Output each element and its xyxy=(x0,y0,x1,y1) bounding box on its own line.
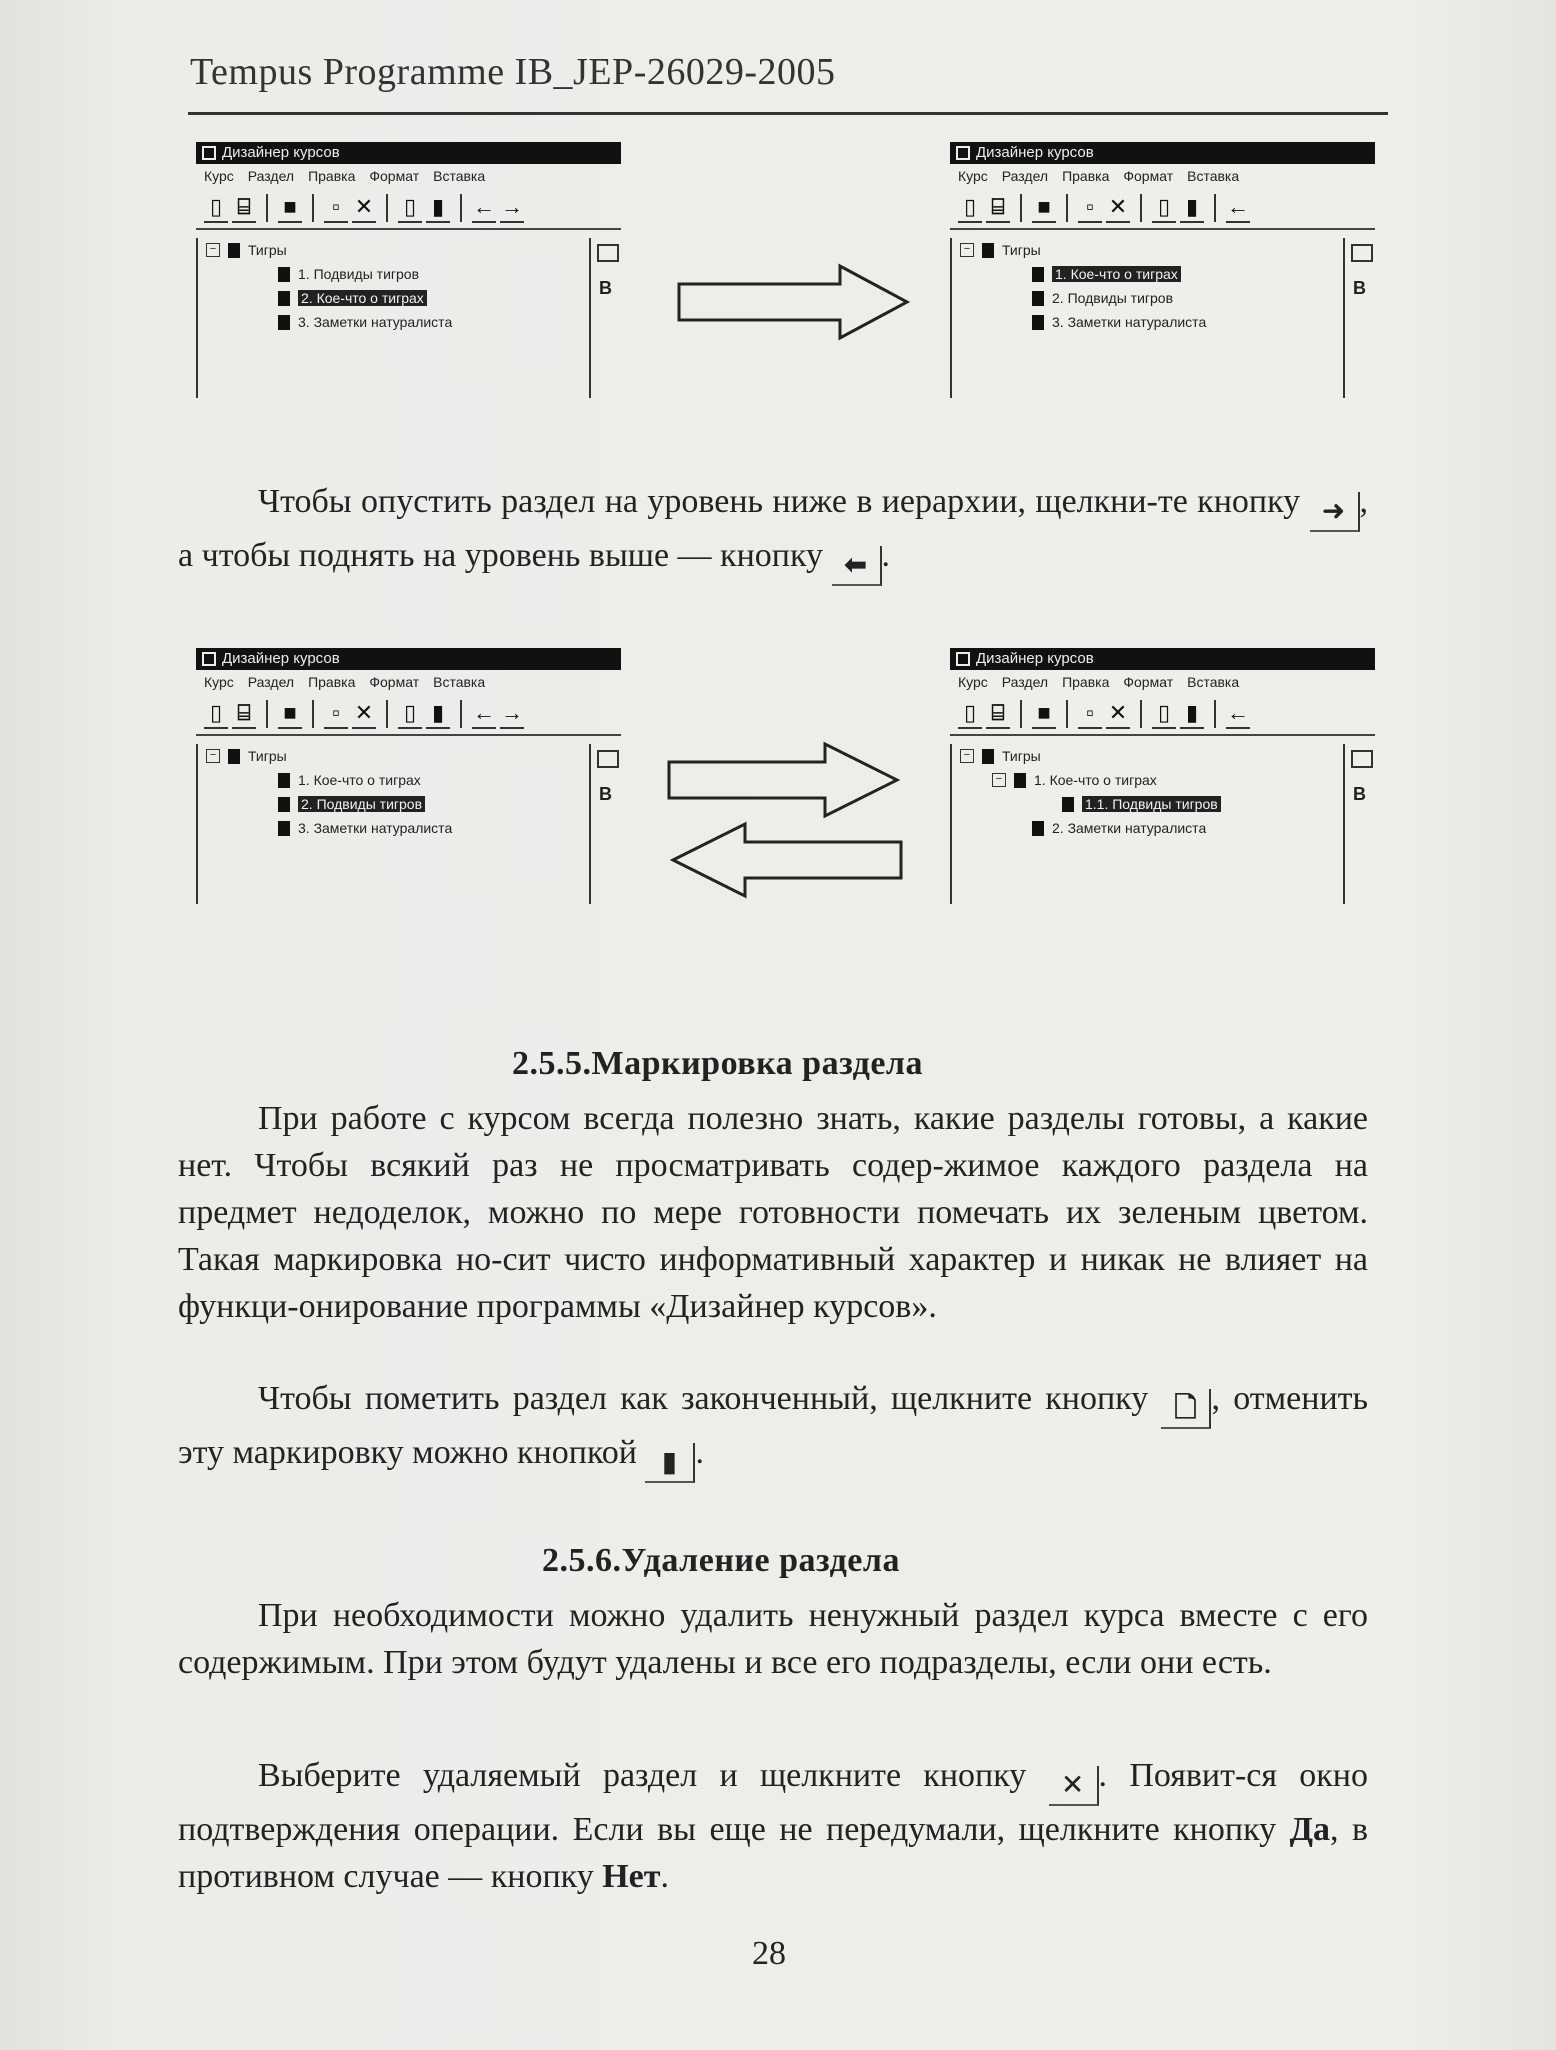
app-icon xyxy=(202,652,216,666)
page-number: 28 xyxy=(752,1935,786,1972)
mark-done-icon: 🗋 xyxy=(1161,1389,1211,1429)
save-icon: ■ xyxy=(1032,699,1056,729)
yes-button-label: Да xyxy=(1289,1811,1330,1848)
delete-icon: ✕ xyxy=(352,193,376,223)
running-header: Tempus Programme IB_JEP-26029-2005 xyxy=(190,51,836,93)
side-panel: B xyxy=(1343,238,1375,398)
level-up-icon: ← xyxy=(472,193,496,223)
unmark-icon: ▮ xyxy=(1180,699,1204,729)
delete-icon: ✕ xyxy=(352,699,376,729)
menubar: Курс Раздел Правка Формат Вставка xyxy=(958,168,1240,184)
window-titlebar: Дизайнер курсов xyxy=(196,142,621,164)
level-down-icon: → xyxy=(500,699,524,729)
tree-item: 3. Заметки натуралиста xyxy=(278,820,452,836)
tree-item: − 1. Кое-что о тиграх xyxy=(992,772,1157,788)
paragraph-level-buttons: Чтобы опустить раздел на уровень ниже в иерархии, щелкни-те кнопку ➜ , а чтобы поднять на уровень выше — кнопку ⬅ . xyxy=(178,478,1368,586)
level-up-icon: ← xyxy=(1226,699,1250,729)
app-icon xyxy=(956,652,970,666)
window-fig1-before xyxy=(196,142,621,432)
tree-item: 2. Заметки натуралиста xyxy=(1032,820,1206,836)
left-arrow-icon xyxy=(665,820,905,900)
new-file-icon: ▯ xyxy=(958,699,982,729)
open-folder-icon: ⌸ xyxy=(986,193,1010,223)
unmark-icon: ▮ xyxy=(426,699,450,729)
paragraph-delete-intro: При необходимости можно удалить ненужный раздел курса вместе с его содержимым. При этом будут удалены и все его подразделы, если они есть. xyxy=(178,1597,1368,1681)
new-section-icon: ▫ xyxy=(1078,193,1102,223)
menubar: Курс Раздел Правка Формат Вставка xyxy=(204,168,486,184)
level-up-icon: ← xyxy=(1226,193,1250,223)
toolbar xyxy=(196,694,621,736)
tree-item: 3. Заметки натуралиста xyxy=(1032,314,1206,330)
tree-root: − Тигры xyxy=(960,748,1041,764)
window-fig1-after xyxy=(950,142,1375,432)
header-rule xyxy=(188,112,1388,115)
open-folder-icon: ⌸ xyxy=(986,699,1010,729)
save-icon: ■ xyxy=(278,699,302,729)
section-heading-delete: 2.5.6.Удаление раздела xyxy=(542,1542,900,1579)
menubar: Курс Раздел Правка Формат Вставка xyxy=(204,674,486,690)
right-arrow-icon xyxy=(665,740,905,820)
tree-root: − Тигры xyxy=(206,748,287,764)
tree-item: 1. Кое-что о тиграх xyxy=(278,772,421,788)
new-section-icon: ▫ xyxy=(1078,699,1102,729)
window-titlebar: Дизайнер курсов xyxy=(196,648,621,670)
window-titlebar: Дизайнер курсов xyxy=(950,648,1375,670)
app-icon xyxy=(202,146,216,160)
tree-item-selected: 2. Кое-что о тиграх xyxy=(278,290,427,306)
new-file-icon: ▯ xyxy=(204,193,228,223)
side-panel: B xyxy=(589,238,621,398)
mark-done-icon: ▯ xyxy=(398,699,422,729)
tree-root: − Тигры xyxy=(960,242,1041,258)
right-arrow-icon xyxy=(675,262,915,342)
level-up-icon: ⬅ xyxy=(832,546,882,586)
section-tree xyxy=(950,744,1375,904)
toolbar xyxy=(950,188,1375,230)
tree-item: 1. Подвиды тигров xyxy=(278,266,419,282)
tree-item-selected: 2. Подвиды тигров xyxy=(278,796,425,812)
new-section-icon: ▫ xyxy=(324,699,348,729)
side-panel: B xyxy=(589,744,621,904)
toolbar xyxy=(950,694,1375,736)
section-heading-marking: 2.5.5.Маркировка раздела xyxy=(512,1045,924,1082)
open-folder-icon: ⌸ xyxy=(232,699,256,729)
new-file-icon: ▯ xyxy=(958,193,982,223)
mark-done-icon: ▯ xyxy=(1152,193,1176,223)
toolbar xyxy=(196,188,621,230)
delete-icon: ✕ xyxy=(1106,699,1130,729)
new-section-icon: ▫ xyxy=(324,193,348,223)
tree-subitem-selected: 1.1. Подвиды тигров xyxy=(1062,796,1221,812)
menubar: Курс Раздел Правка Формат Вставка xyxy=(958,674,1240,690)
unmark-icon: ▮ xyxy=(426,193,450,223)
delete-icon: ✕ xyxy=(1049,1766,1099,1806)
window-fig2-before xyxy=(196,648,621,938)
section-tree xyxy=(950,238,1375,398)
paragraph-marking-intro: При работе с курсом всегда полезно знать, какие разделы готовы, а какие нет. Чтобы всякий раз не просматривать содер-жимое каждого раздела на предмет недоделок, можно по мере готовности помечать их зеленым цветом. Такая маркировка но-сит чисто информативный характер и никак не влияет на функци-онирование программы «Дизайнер курсов». xyxy=(178,1100,1368,1325)
open-folder-icon: ⌸ xyxy=(232,193,256,223)
section-tree xyxy=(196,744,621,904)
no-button-label: Нет xyxy=(602,1858,661,1895)
window-titlebar: Дизайнер курсов xyxy=(950,142,1375,164)
level-up-icon: ← xyxy=(472,699,496,729)
side-panel: B xyxy=(1343,744,1375,904)
paragraph-marking-buttons: Чтобы пометить раздел как законченный, щелкните кнопку 🗋 , отменить эту маркировку можно кнопкой ▮ . xyxy=(178,1375,1368,1483)
save-icon: ■ xyxy=(1032,193,1056,223)
mark-done-icon: ▯ xyxy=(398,193,422,223)
new-file-icon: ▯ xyxy=(204,699,228,729)
unmark-icon: ▮ xyxy=(645,1443,695,1483)
unmark-icon: ▮ xyxy=(1180,193,1204,223)
window-fig2-after xyxy=(950,648,1375,938)
app-icon xyxy=(956,146,970,160)
tree-item: 2. Подвиды тигров xyxy=(1032,290,1173,306)
paragraph-delete-steps: Выберите удаляемый раздел и щелкните кнопку ✕ . Появит-ся окно подтверждения операции. Если вы еще не передумали, щелкните кнопку Да, в противном случае — кнопку Нет. xyxy=(178,1757,1369,1895)
tree-item: 3. Заметки натуралиста xyxy=(278,314,452,330)
tree-item-selected: 1. Кое-что о тиграх xyxy=(1032,266,1181,282)
section-tree xyxy=(196,238,621,398)
mark-done-icon: ▯ xyxy=(1152,699,1176,729)
level-down-icon: ➜ xyxy=(1310,492,1360,532)
tree-root: − Тигры xyxy=(206,242,287,258)
level-down-icon: → xyxy=(500,193,524,223)
delete-icon: ✕ xyxy=(1106,193,1130,223)
save-icon: ■ xyxy=(278,193,302,223)
